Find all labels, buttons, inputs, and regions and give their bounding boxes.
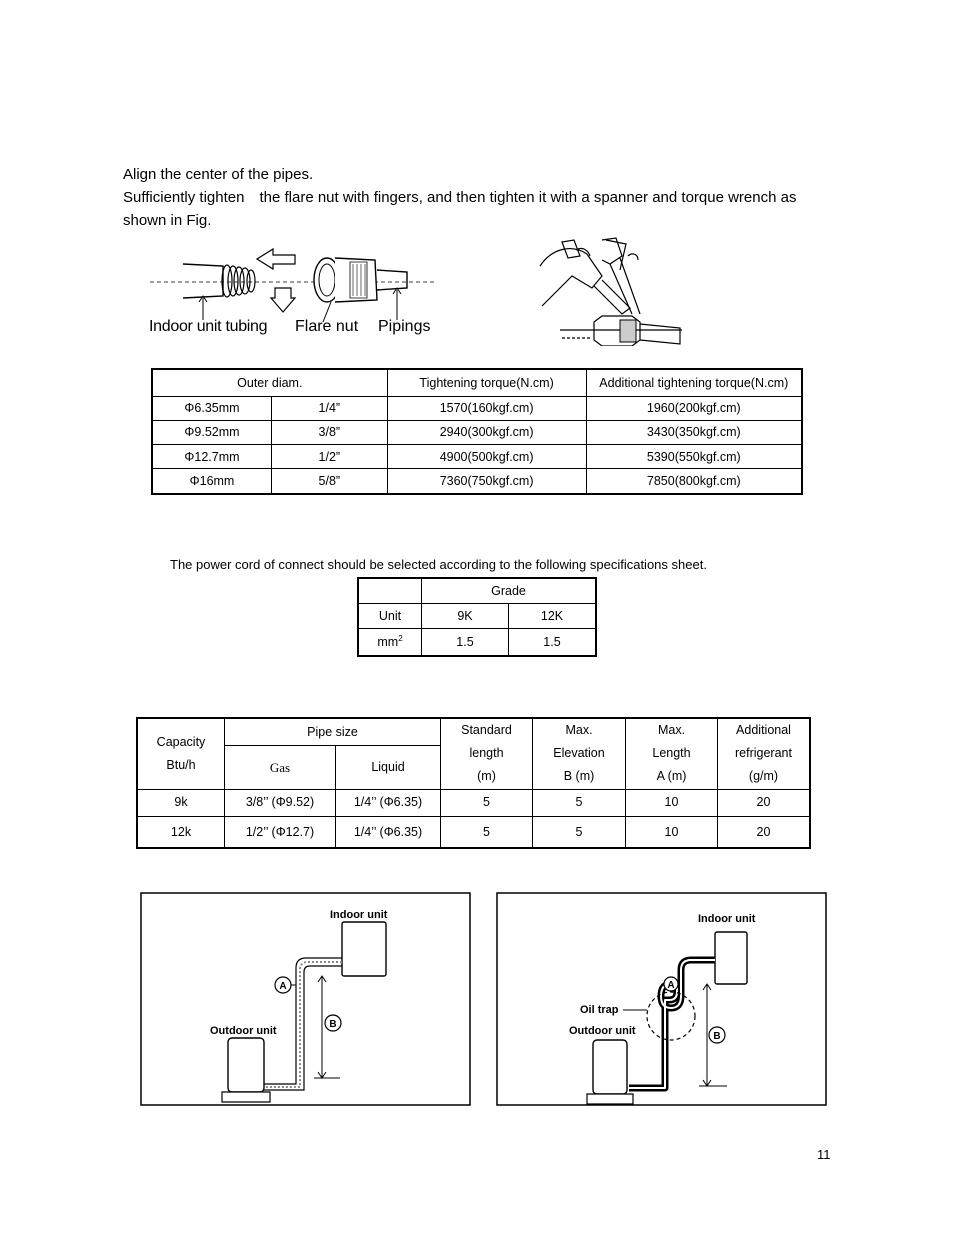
value-9k: 1.5 — [422, 628, 509, 656]
unit-mm: mm — [377, 635, 399, 650]
label-outdoor-unit: Outdoor unit — [210, 1025, 277, 1037]
cell: 5 — [533, 789, 626, 816]
value-12k: 1.5 — [509, 628, 597, 656]
page-number: 11 — [817, 1147, 831, 1162]
th-additional-torque: Additional tightening torque(N.cm) — [586, 369, 802, 396]
label-outdoor-unit: Outdoor unit — [569, 1025, 636, 1037]
capacity-header — [137, 718, 225, 789]
add-line-3: (g/m) — [748, 769, 779, 784]
cell: 5 — [533, 817, 626, 848]
cell: 20 — [718, 817, 811, 848]
cell: 7850(800kgf.cm) — [586, 469, 802, 494]
table-row — [137, 789, 810, 816]
cell: Φ9.52mm — [152, 420, 272, 444]
label-flare-nut: Flare nut — [295, 318, 359, 335]
unit-mm2 — [358, 628, 422, 656]
len-line-3: A (m) — [656, 769, 687, 784]
btu-label: Btu/h — [166, 757, 196, 772]
cell: 20 — [718, 789, 811, 816]
th-tightening-torque: Tightening torque(N.cm) — [387, 369, 586, 396]
table-row — [152, 469, 802, 494]
elev-line-3: B (m) — [563, 769, 595, 784]
gas-header: Gas — [225, 746, 336, 790]
spanner-wrench-figure — [532, 236, 692, 346]
table-row — [152, 420, 802, 444]
intro-line-2: Sufficiently tighten the flare nut with fingers, and then tighten it with a spanner and torque wrench as shown in Fig. — [123, 189, 797, 229]
grade-12k: 12K — [509, 604, 597, 629]
pipe-spec-table — [136, 717, 811, 849]
torque-table — [151, 368, 803, 495]
table-row — [152, 396, 802, 420]
cell: 3430(350kgf.cm) — [586, 420, 802, 444]
table-row — [137, 817, 810, 848]
label-b: B — [329, 1019, 337, 1030]
unit-header: Unit — [358, 604, 422, 629]
th-outer-diam: Outer diam. — [152, 369, 387, 396]
max-length-header — [626, 718, 718, 789]
additional-refrigerant-header — [718, 718, 811, 789]
label-b: B — [713, 1031, 721, 1042]
label-oil-trap: Oil trap — [580, 1004, 619, 1016]
cell: 3/8” — [272, 420, 388, 444]
cell: 1/4” — [272, 396, 388, 420]
power-cord-note: The power cord of connect should be selected according to the following specifications sheet. — [170, 557, 707, 572]
capacity-label: Capacity — [156, 734, 206, 749]
add-line-1: Additional — [736, 723, 791, 738]
cell: 1/4’’ (Φ6.35) — [336, 789, 441, 816]
cell: 1/2” — [272, 445, 388, 469]
installation-diagram-right — [495, 892, 829, 1108]
unit-superscript: 2 — [398, 634, 403, 644]
label-indoor-tubing: Indoor unit tubing — [149, 318, 268, 335]
cell: 9k — [137, 789, 225, 816]
cell: 1/2’’ (Φ12.7) — [225, 817, 336, 848]
len-line-2: Length — [652, 746, 691, 761]
cell: 1570(160kgf.cm) — [387, 396, 586, 420]
standard-length-header — [441, 718, 533, 789]
max-elevation-header — [533, 718, 626, 789]
cell: Φ16mm — [152, 469, 272, 494]
cell: 5/8” — [272, 469, 388, 494]
label-indoor-unit: Indoor unit — [330, 909, 388, 921]
len-line-1: Max. — [657, 723, 686, 738]
installation-diagram-left — [140, 892, 472, 1108]
table-row — [152, 445, 802, 469]
grade-9k: 9K — [422, 604, 509, 629]
elev-line-2: Elevation — [553, 746, 605, 761]
power-cord-table — [357, 577, 597, 657]
add-line-2: refrigerant — [735, 746, 792, 761]
liquid-header: Liquid — [336, 746, 441, 790]
grade-header: Grade — [422, 578, 597, 604]
label-a: A — [667, 980, 675, 991]
cell: 3/8’’ (Φ9.52) — [225, 789, 336, 816]
cell: 10 — [626, 817, 718, 848]
std-line-1: Standard — [461, 723, 512, 738]
label-pipings: Pipings — [378, 318, 431, 335]
cell: 5390(550kgf.cm) — [586, 445, 802, 469]
cell: 1/4’’ (Φ6.35) — [336, 817, 441, 848]
cell: 1960(200kgf.cm) — [586, 396, 802, 420]
intro-line-1: Align the center of the pipes. — [123, 166, 314, 183]
cell: 12k — [137, 817, 225, 848]
cell: 7360(750kgf.cm) — [387, 469, 586, 494]
label-indoor-unit: Indoor unit — [698, 913, 756, 925]
elev-line-1: Max. — [565, 723, 593, 738]
cell: Φ6.35mm — [152, 396, 272, 420]
cell: 4900(500kgf.cm) — [387, 445, 586, 469]
pipe-size-header: Pipe size — [225, 718, 441, 746]
std-line-3: (m) — [477, 769, 496, 784]
cell: 2940(300kgf.cm) — [387, 420, 586, 444]
label-a: A — [279, 981, 287, 992]
cell: 5 — [441, 817, 533, 848]
empty-cell — [358, 578, 422, 604]
cell: 10 — [626, 789, 718, 816]
cell: Φ12.7mm — [152, 445, 272, 469]
std-line-2: length — [469, 746, 504, 761]
cell: 5 — [441, 789, 533, 816]
